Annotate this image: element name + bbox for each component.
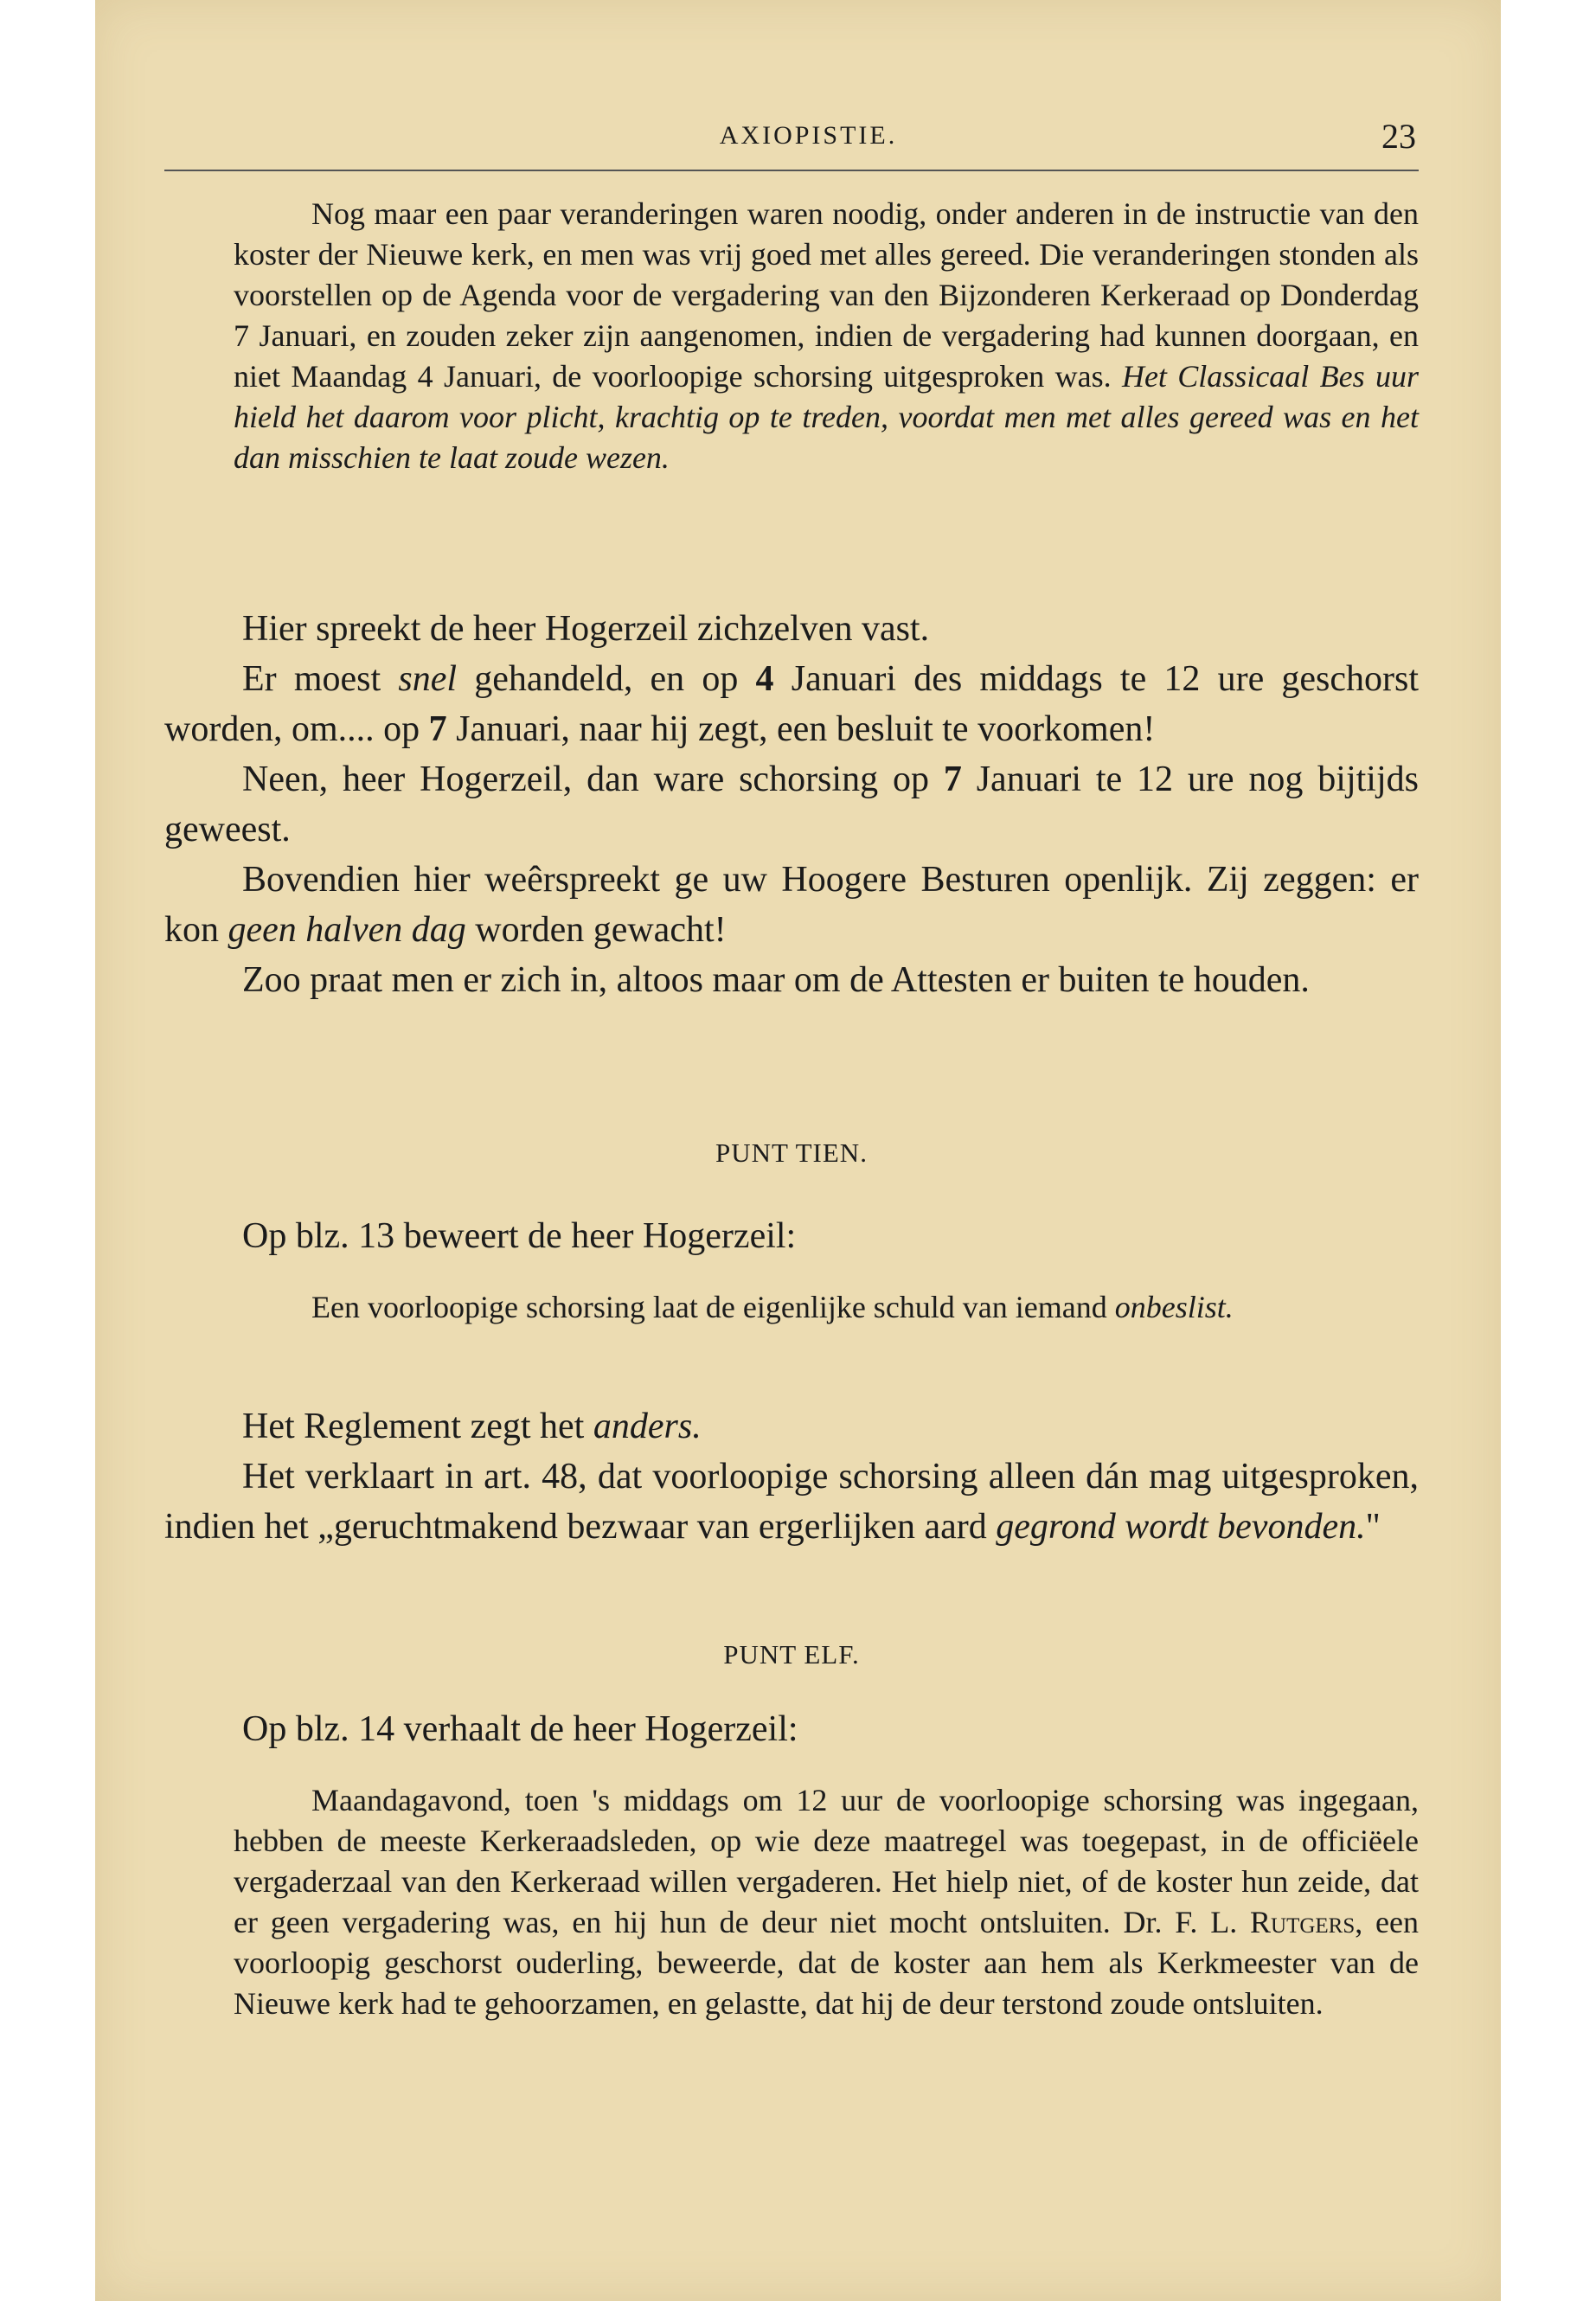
section-punt-tien-intro: [164, 1211, 1419, 1261]
page-number: 23: [1381, 117, 1416, 156]
paragraph: Hier spreekt de heer Hogerzeil zichzelven vast.: [242, 609, 930, 649]
paragraph: Het Reglement zegt het anders.: [242, 1407, 702, 1446]
quote-paragraph: Een voorloopige schorsing laat de eigenlijke schuld van iemand onbeslist.: [311, 1290, 1234, 1324]
emphasis: gegrond wordt bevonden.: [996, 1507, 1366, 1547]
paragraph: Bovendien hier weêrspreekt ge uw Hoogere Besturen openlijk. Zij zeggen: er kon geen halven dag worden gewacht!: [164, 860, 1419, 950]
quote-block-schorsing: [234, 1287, 1419, 1328]
running-title: AXIOPISTIE.: [719, 121, 898, 150]
quote-text: Nog maar een paar veranderingen waren noodig, onder anderen in de instructie van den koster der Nieuwe kerk, en men was vrij goed met alles gereed. Die veranderingen stonden als voorstellen op de Agenda voor de vergadering van den Bijzonderen Kerkeraad op Donderdag 7 Januari, en zouden zeker zijn aangenomen, indien de vergadering had kunnen doorgaan, en niet Maandag 4 Januari, de voorloopige schorsing uitgesproken was.: [234, 196, 1419, 394]
bold-number: 4: [755, 659, 774, 699]
section-punt-elf-intro: [164, 1704, 1419, 1754]
heading-punt-tien: PUNT TIEN.: [715, 1138, 868, 1168]
heading-punt-elf: PUNT ELF.: [723, 1639, 860, 1670]
bold-number: 7: [943, 760, 962, 799]
person-name: Rutgers: [1250, 1905, 1356, 1939]
quote-paragraph: [234, 194, 1419, 478]
emphasis: anders.: [593, 1407, 702, 1446]
paragraph: Het verklaart in art. 48, dat voorloopige schorsing alleen dán mag uitgesproken, indien het „geruchtmakend bezwaar van ergerlijken aard gegrond wordt bevonden.": [164, 1457, 1419, 1547]
bold-number: 7: [428, 709, 447, 749]
emphasis: geen halven dag: [228, 910, 466, 950]
emphasis: snel: [398, 659, 458, 699]
quote-italic-text: Het Classicaal Bes uur hield het daarom voor plicht, krachtig op te treden, voordat men met alles gereed was en het dan misschien te laat zoude wezen.: [234, 359, 1419, 475]
quote-paragraph: Maandagavond, toen 's middags om 12 uur de voorloopige schorsing was ingegaan, hebben de meeste Kerkeraadsleden, op wie deze maatregel was toegepast, in de officiëele vergaderzaal van den Kerkeraad willen vergaderen. Het hielp niet, of de koster hun zeide, dat er geen vergadering was, en hij hun de deur niet mocht ontsluiten. Dr. F. L. Rutgers, een voorloopig geschorst ouderling, beweerde, dat de koster aan hem als Kerkmeester van de Nieuwe kerk had te gehoorzamen, en gelastte, dat hij de deur terstond zoude ontsluiten.: [234, 1783, 1419, 2021]
quote-block-maandagavond: [234, 1780, 1419, 2024]
header-rule: [164, 170, 1419, 171]
quote-block-classicaal-bestuur: [234, 194, 1419, 478]
section-reglement: [164, 1401, 1419, 1552]
paragraph: Neen, heer Hogerzeil, dan ware schorsing op 7 Januari te 12 ure nog bijtijds geweest.: [164, 760, 1419, 849]
paragraph: Zoo praat men er zich in, altoos maar om de Attesten er buiten te houden.: [242, 960, 1310, 1000]
emphasis: onbeslist.: [1114, 1290, 1234, 1324]
paragraph: Op blz. 13 beweert de heer Hogerzeil:: [242, 1216, 797, 1256]
page-header: [201, 117, 1416, 173]
paragraph: Op blz. 14 verhaalt de heer Hogerzeil:: [242, 1709, 798, 1749]
paragraph: Er moest snel gehandeld, en op 4 Januari des middags te 12 ure geschorst worden, om.... op 7 Januari, naar hij zegt, een besluit te voorkomen!: [164, 659, 1420, 749]
section-hogerzeil-commentary: [164, 604, 1419, 1005]
